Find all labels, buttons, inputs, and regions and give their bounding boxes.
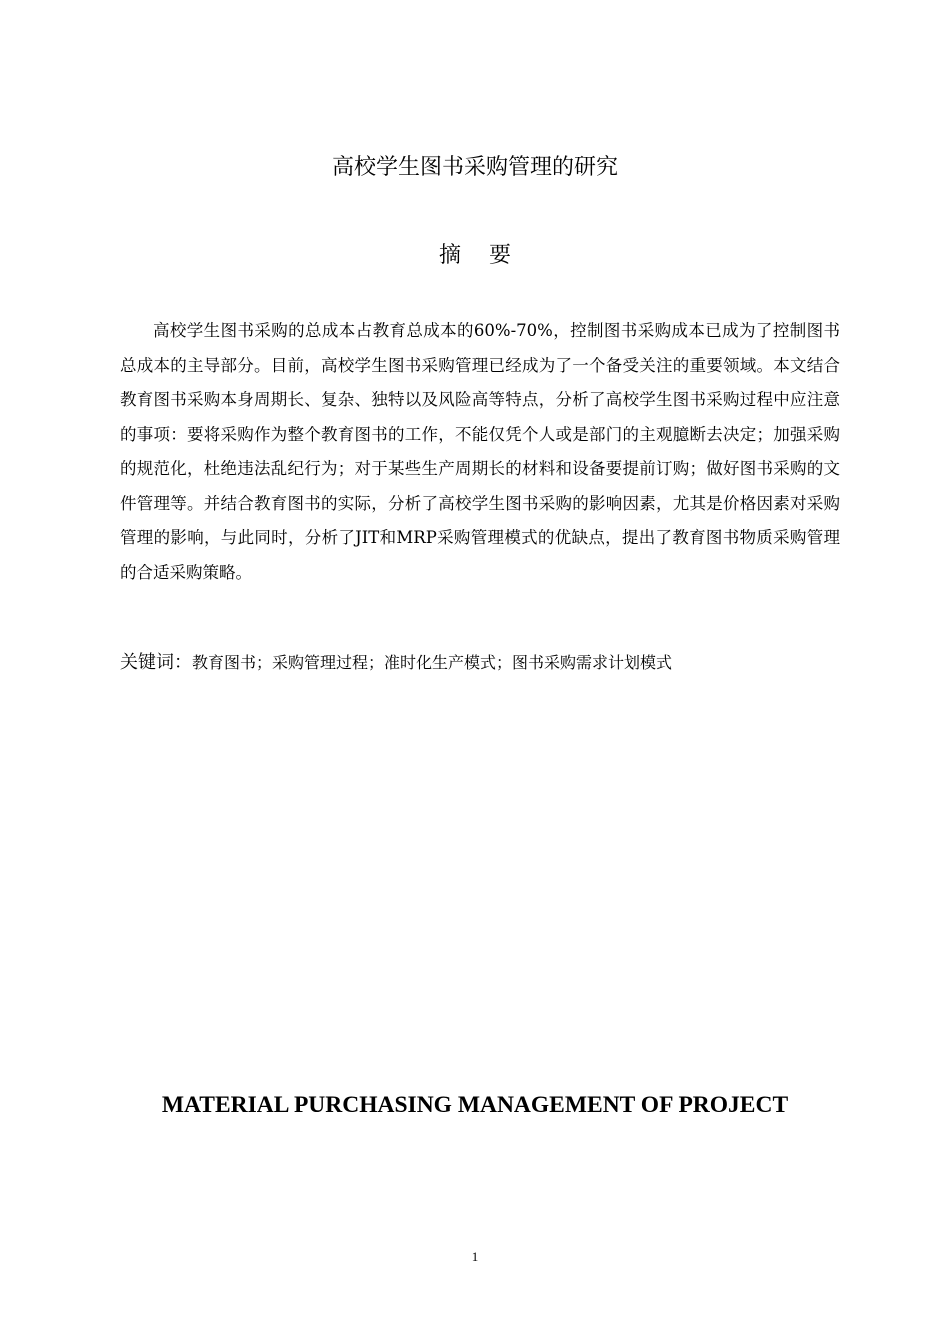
page-number: 1 <box>471 1249 479 1264</box>
keywords-line <box>120 647 840 679</box>
keywords-text: 教育图书；采购管理过程；准时化生产模式；图书采购需求计划模式 <box>192 653 673 672</box>
keywords-label: 关键词： <box>120 652 192 673</box>
english-title: MATERIAL PURCHASING MANAGEMENT OF PROJECT <box>161 1092 789 1118</box>
abstract-paragraph: 高校学生图书采购的总成本占教育总成本的60%-70%，控制图书采购成本已成为了控制图书总成本的主导部分。目前，高校学生图书采购管理已经成为了一个备受关注的重要领域。本文结合教育图书采购本身周期长、复杂、独特以及风险高等特点，分析了高校学生图书采购过程中应注意的事项：要将采购作为整个教育图书的工作，不能仅凭个人或是部门的主观臆断去决定；加强采购的规范化，杜绝违法乱纪行为；对于某些生产周期长的材料和设备要提前订购；做好图书采购的文件管理等。并结合教育图书的实际，分析了高校学生图书采购的影响因素，尤其是价格因素对采购管理的影响，与此同时，分析了JIT和MRP采购管理模式的优缺点，提出了教育图书物质采购管理的合适采购策略。 <box>120 321 840 582</box>
abstract-heading: 摘要 <box>438 243 539 268</box>
chinese-title: 高校学生图书采购管理的研究 <box>331 155 618 180</box>
